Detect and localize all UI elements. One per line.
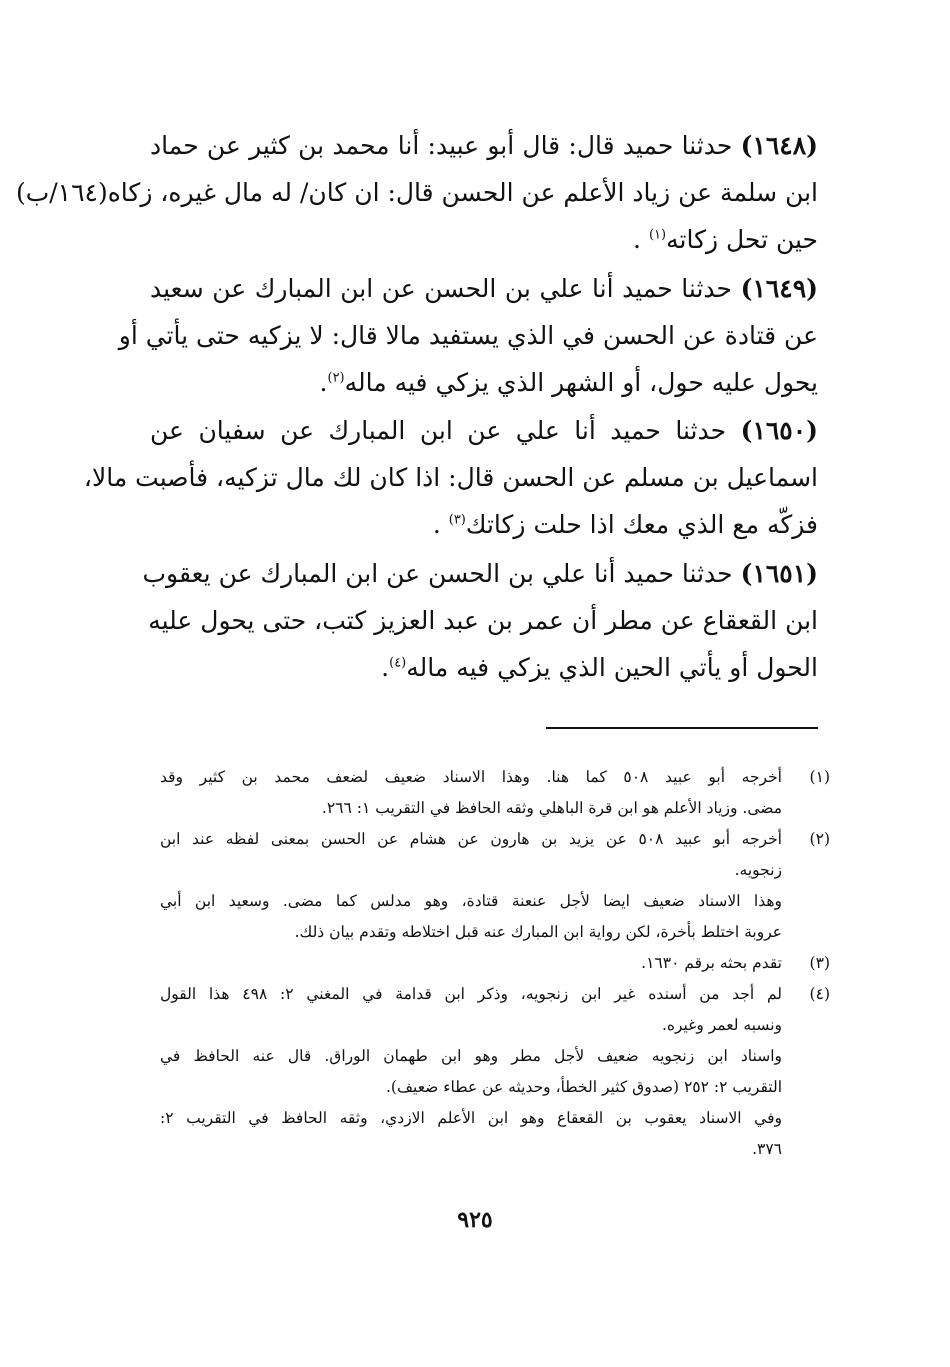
hadith-line: الحول أو يأتي الحين الذي يزكي فيه ماله$^{(٤)}$. xyxy=(381,653,818,682)
footnote-ref[interactable]: (٤) xyxy=(389,655,407,671)
footnote-2 xyxy=(160,824,830,948)
footnote-line: وهذا الاسناد ضعيف ايضا لأجل عنعنة قتادة، وهو مدلس كما مضى. وسعيد ابن أبي xyxy=(160,892,782,910)
hadith-number: (١٦٥١) xyxy=(740,559,818,588)
footnote-number: (٢) xyxy=(809,830,830,848)
hadith-1648 xyxy=(15,122,818,263)
footnote-number: (٤) xyxy=(809,985,830,1003)
hadith-line: (١٦٥١) حدثنا حميد أنا علي بن الحسن عن ابن المبارك عن يعقوب xyxy=(142,559,818,588)
hadith-line: اسماعيل بن مسلم عن الحسن قال: اذا كان لك مال تزكيه، فأصبت مالا، xyxy=(83,463,818,492)
footnote-ref[interactable]: (٣) xyxy=(448,512,466,528)
footnote-line: ونسبه لعمر وغيره. xyxy=(661,1016,782,1034)
footnote-separator xyxy=(546,727,818,729)
hadith-line: يحول عليه حول، أو الشهر الذي يزكي فيه ماله$^{(٢)}$. xyxy=(319,368,818,397)
footnote-line: لم أجد من أسنده غير ابن زنجويه، وذكر ابن قدامة في المغني ٢: ٤٩٨ هذا القول xyxy=(160,985,783,1003)
footnote-number: (١) xyxy=(809,768,830,786)
hadith-line: (١٦٥٠) حدثنا حميد أنا علي عن ابن المبارك عن سفيان عن xyxy=(150,416,819,445)
footnote-line: واسناد ابن زنجويه ضعيف لأجل مطر وهو ابن طهمان الوراق. قال عنه الحافظ في xyxy=(160,1047,782,1065)
hadith-line: ابن القعقاع عن مطر أن عمر بن عبد العزيز كتب، حتى يحول عليه xyxy=(148,606,818,635)
hadith-line: فزكّه مع الذي معك اذا حلت زكاتك$^{(٣)}$ . xyxy=(432,510,818,539)
hadith-line: (١٦٤٩) حدثنا حميد أنا علي بن الحسن عن ابن المبارك عن سعيد xyxy=(150,274,819,303)
footnote-1 xyxy=(160,762,830,824)
hadith-line: (١٦٤٨) حدثنا حميد قال: قال أبو عبيد: أنا محمد بن كثير عن حماد xyxy=(150,131,818,160)
footnote-line: تقدم بحثه برقم ١٦٣٠. xyxy=(641,954,782,972)
footnote-ref[interactable]: (٢) xyxy=(327,370,345,386)
footnote-3 xyxy=(160,948,830,979)
hadith-number: (١٦٥٠) xyxy=(740,416,819,445)
footnote-line: وفي الاسناد يعقوب بن القعقاع وهو ابن الأعلم الازدي، وثقه الحافظ في التقريب ٢: xyxy=(160,1109,782,1127)
hadith-1649 xyxy=(118,265,819,406)
hadith-number: (١٦٤٩) xyxy=(740,274,819,303)
footnote-4 xyxy=(160,979,830,1165)
page-number: ٩٢٥ xyxy=(457,1207,493,1233)
footnote-line: أخرجه أبو عبيد ٥٠٨ كما هنا. وهذا الاسناد ضعيف لضعف محمد بن كثير وقد xyxy=(160,768,782,786)
footnote-line: مضى. وزياد الأعلم هو ابن قرة الباهلي وثقه الحافظ في التقريب ١: ٢٦٦. xyxy=(321,799,782,817)
footnote-line: زنجويه. xyxy=(734,861,782,879)
hadith-line: حين تحل زكاته$^{(١)}$ . xyxy=(633,225,818,254)
footnote-ref[interactable]: (١) xyxy=(648,227,667,243)
footnotes xyxy=(160,762,830,1165)
hadith-line: ابن سلمة عن زياد الأعلم عن الحسن قال: ان كان/ له مال غيره، زكاه(١٦٤/ب) xyxy=(15,178,818,207)
footnote-line: ٣٧٦. xyxy=(752,1140,782,1158)
footnote-line: عروبة اختلط بأخرة، لكن رواية ابن المبارك عنه قبل اختلاطه وتقدم بيان ذلك. xyxy=(294,923,782,941)
hadith-1650 xyxy=(83,407,819,548)
footnote-line: أخرجه أبو عبيد ٥٠٨ عن يزيد بن هارون عن هشام عن الحسن بمعنى لفظه عند ابن xyxy=(160,830,782,848)
hadith-1651 xyxy=(142,550,818,691)
hadith-line: عن قتادة عن الحسن في الذي يستفيد مالا قال: لا يزكيه حتى يأتي أو xyxy=(118,321,818,350)
footnote-line: التقريب ٢: ٢٥٢ (صدوق كثير الخطأ، وحديثه عن عطاء ضعيف). xyxy=(386,1078,782,1096)
hadith-number: (١٦٤٨) xyxy=(740,131,818,160)
footnote-number: (٣) xyxy=(809,954,830,972)
